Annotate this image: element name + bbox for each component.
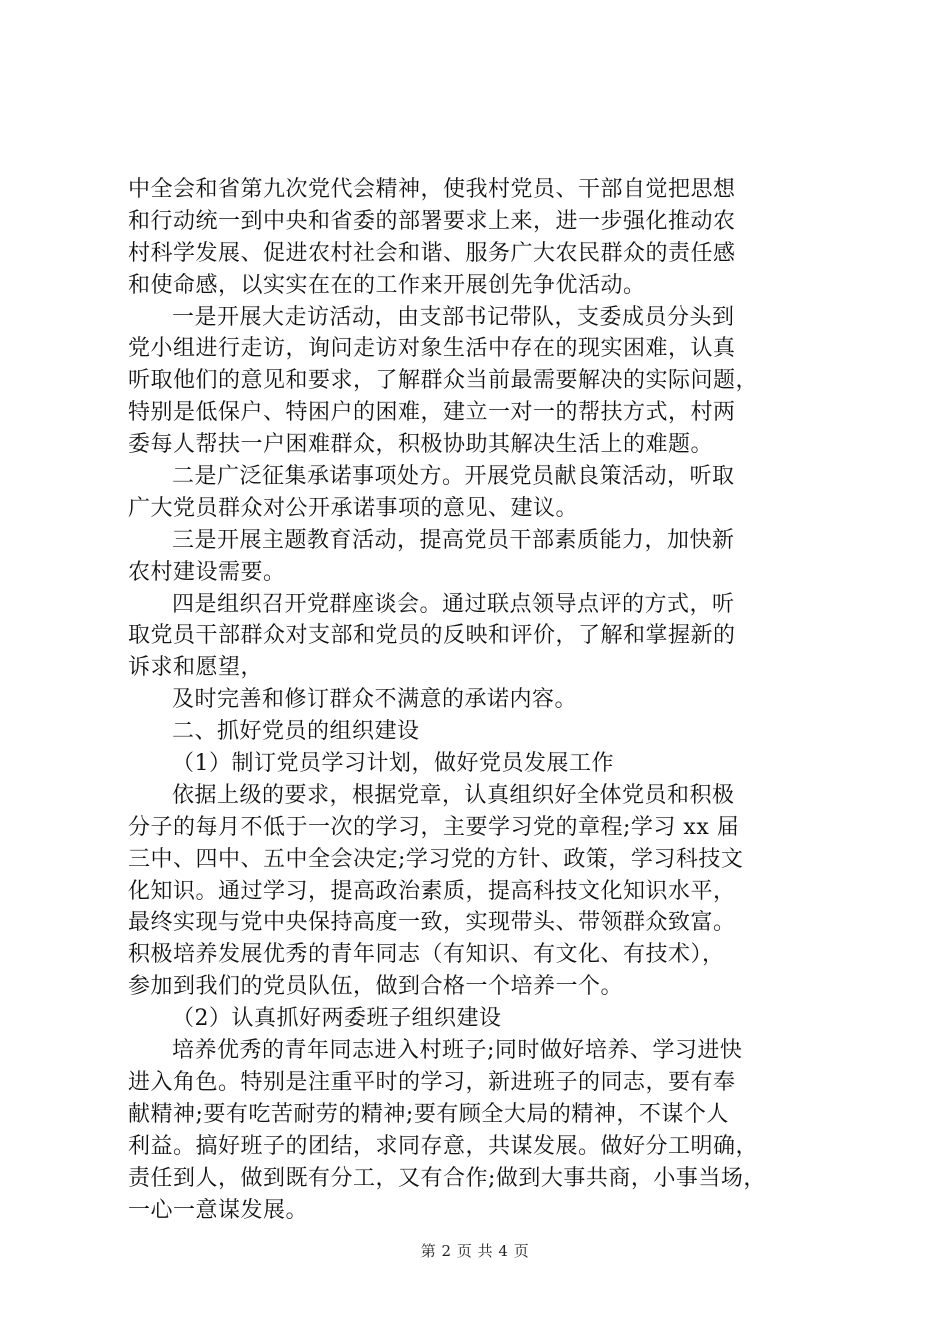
subsection-heading: （2）认真抓好两委班子组织建设 bbox=[172, 1006, 502, 1032]
body-line: 听取他们的意见和要求，了解群众当前最需要解决的实际问题， bbox=[128, 368, 759, 394]
body-line: 一是开展大走访活动，由支部书记带队，支委成员分头到 bbox=[172, 304, 735, 330]
body-line: 化知识。通过学习，提高政治素质，提高科技文化知识水平， bbox=[128, 878, 736, 904]
body-line: 利益。搞好班子的团结，求同存意，共谋发展。做好分工明确， bbox=[128, 1133, 759, 1159]
body-line: 特别是低保户、特困户的困难，建立一对一的帮扶方式，村两 bbox=[128, 400, 736, 426]
subsection-heading: （1）制订党员学习计划，做好党员发展工作 bbox=[172, 751, 614, 777]
body-line: 农村建设需要。 bbox=[128, 559, 286, 585]
body-line: 三是开展主题教育活动，提高党员干部素质能力，加快新 bbox=[172, 527, 735, 553]
body-line: 一心一意谋发展。 bbox=[128, 1197, 309, 1223]
body-line: 村科学发展、促进农村社会和谐、服务广大农民群众的责任感 bbox=[128, 240, 736, 266]
body-line: 积极培养发展优秀的青年同志（有知识、有文化、有技术）， bbox=[128, 942, 725, 968]
body-line: 责任到人，做到既有分工，又有合作;做到大事共商，小事当场， bbox=[128, 1165, 766, 1191]
body-line: 及时完善和修订群众不满意的承诺内容。 bbox=[172, 687, 578, 713]
section-heading: 二、抓好党员的组织建设 bbox=[172, 719, 420, 745]
body-line: 取党员干部群众对支部和党员的反映和评价，了解和掌握新的 bbox=[128, 623, 736, 649]
body-line: 二是广泛征集承诺事项处方。开展党员献良策活动，听取 bbox=[172, 464, 735, 490]
body-line: 培养优秀的青年同志进入村班子;同时做好培养、学习进快 bbox=[172, 1038, 743, 1064]
page-footer: 第 2 页 共 4 页 bbox=[420, 1242, 530, 1260]
body-line: 诉求和愿望， bbox=[128, 655, 264, 681]
body-line: 进入角色。特别是注重平时的学习，新进班子的同志，要有奉 bbox=[128, 1069, 736, 1095]
body-line: 分子的每月不低于一次的学习，主要学习党的章程;学习 xx 届 bbox=[128, 814, 740, 840]
body-line: 广大党员群众对公开承诺事项的意见、建议。 bbox=[128, 495, 579, 521]
body-line: 委每人帮扶一户困难群众，积极协助其解决生活上的难题。 bbox=[128, 432, 714, 458]
body-line: 中全会和省第九次党代会精神，使我村党员、干部自觉把思想 bbox=[128, 177, 736, 202]
document-body bbox=[128, 174, 838, 1226]
body-line: 依据上级的要求，根据党章，认真组织好全体党员和积极 bbox=[172, 782, 735, 808]
body-line: 四是组织召开党群座谈会。通过联点领导点评的方式，听 bbox=[172, 591, 735, 617]
body-line: 参加到我们的党员队伍，做到合格一个培养一个。 bbox=[128, 974, 624, 1000]
body-line: 党小组进行走访，询问走访对象生活中存在的现实困难，认真 bbox=[128, 336, 736, 362]
body-line: 三中、四中、五中全会决定;学习党的方针、政策，学习科技文 bbox=[128, 846, 744, 872]
body-line: 和行动统一到中央和省委的部署要求上来，进一步强化推动农 bbox=[128, 208, 736, 234]
body-line: 最终实现与党中央保持高度一致，实现带头、带领群众致富。 bbox=[128, 910, 736, 936]
body-line: 献精神;要有吃苦耐劳的精神;要有顾全大局的精神，不谋个人 bbox=[128, 1101, 729, 1127]
body-line: 和使命感，以实实在在的工作来开展创先争优活动。 bbox=[128, 272, 646, 298]
